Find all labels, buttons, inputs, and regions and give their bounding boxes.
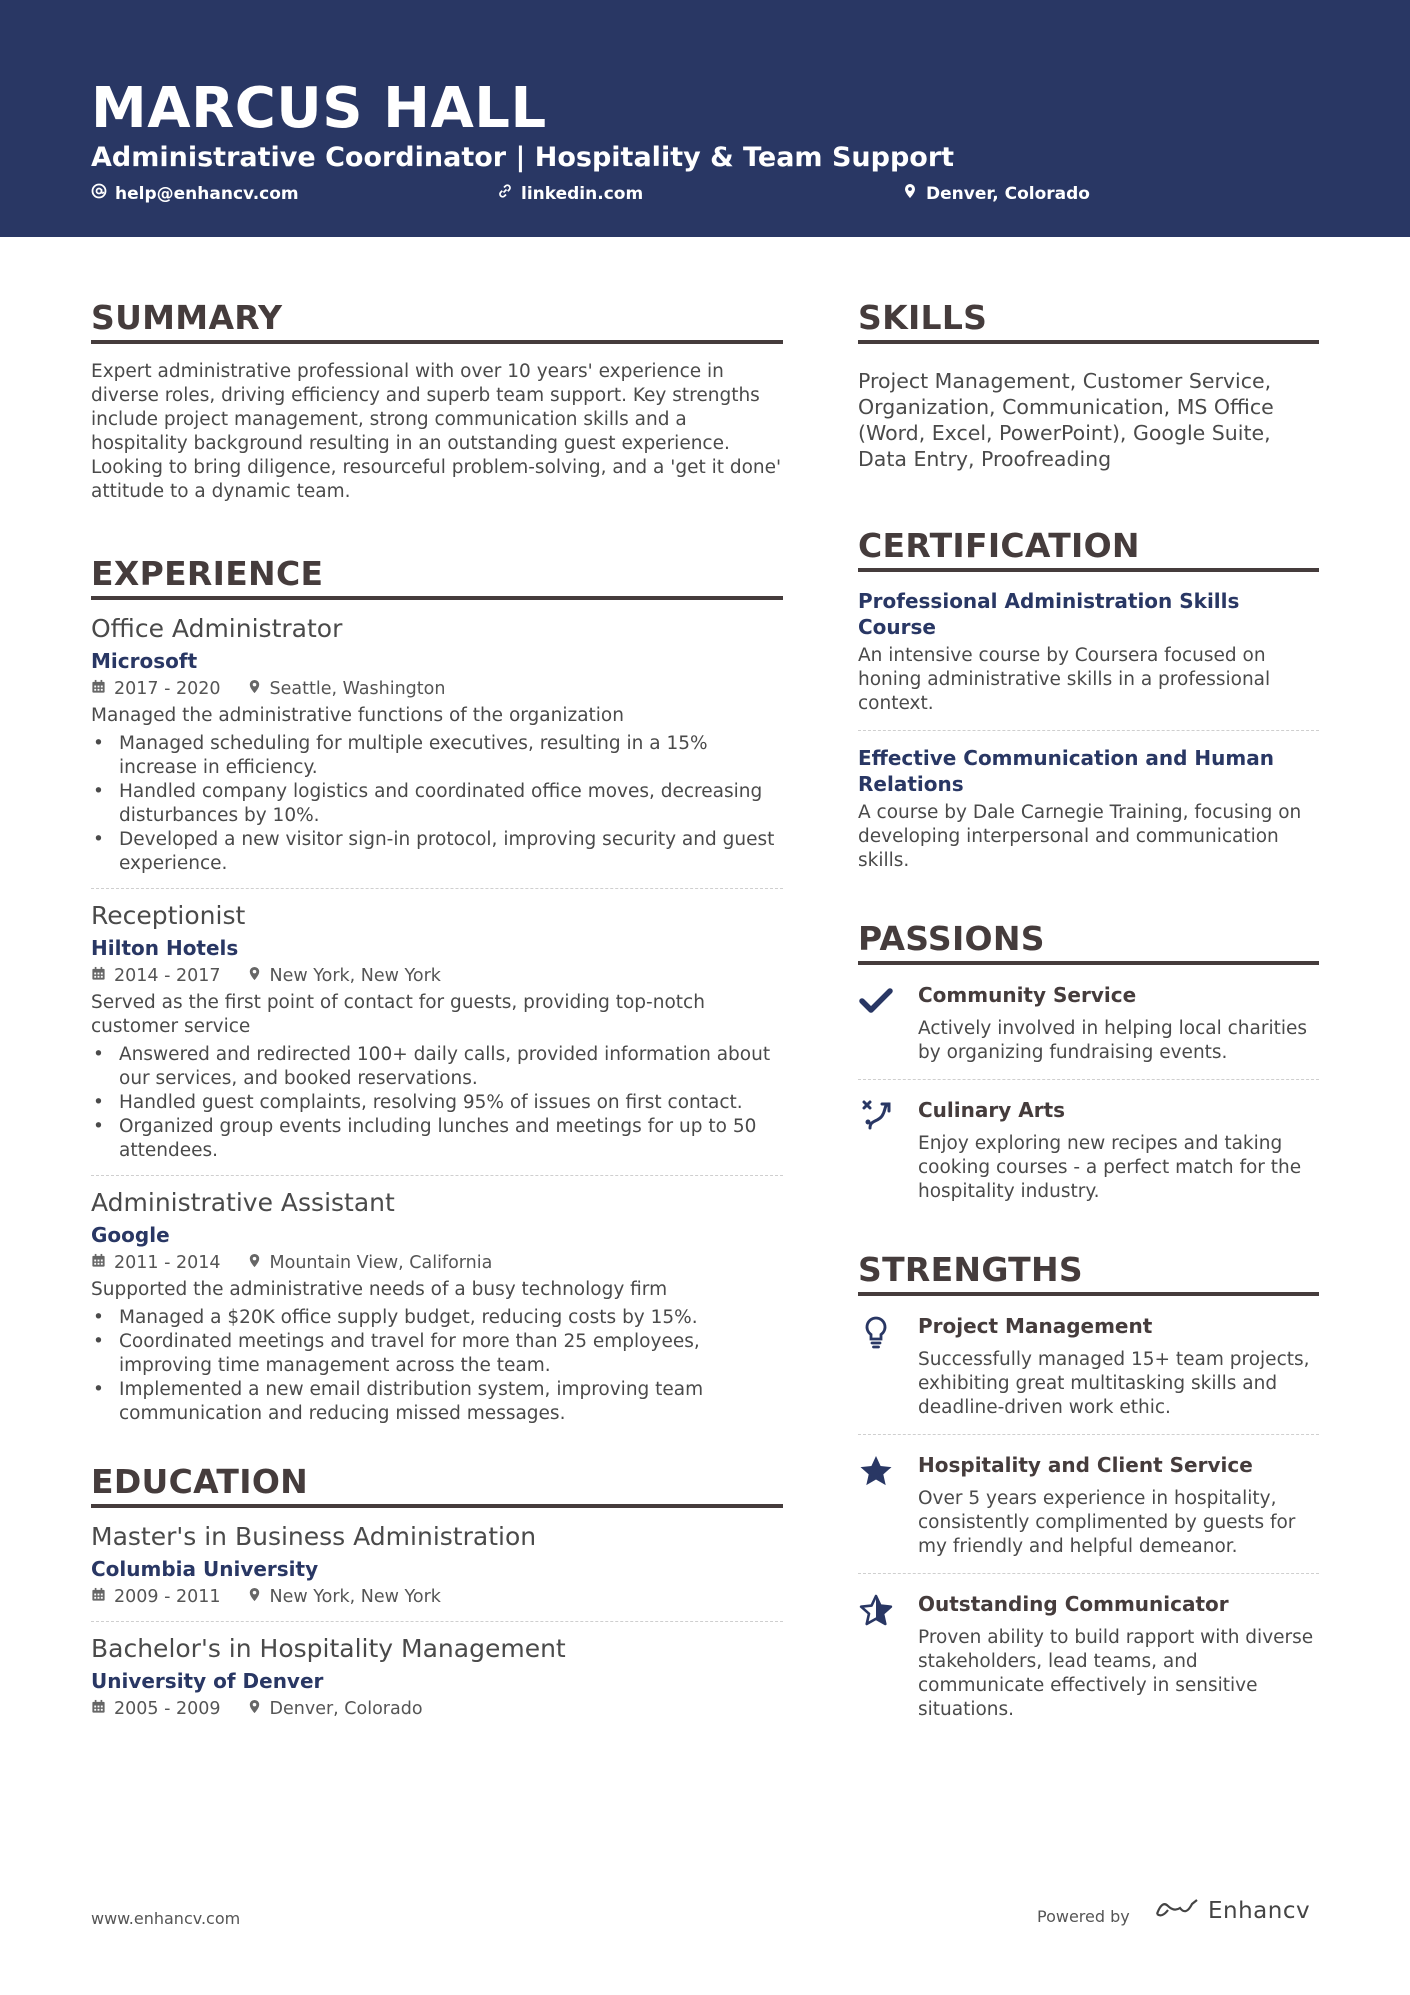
calendar-icon <box>91 964 106 988</box>
location <box>247 1697 423 1721</box>
strengths-name: Outstanding Communicator <box>918 1592 1229 1616</box>
certification-entry <box>858 745 1319 873</box>
passions-section <box>858 919 1319 1204</box>
link-icon <box>497 183 513 204</box>
route-icon <box>858 1096 918 1204</box>
job-entry <box>91 614 783 876</box>
location-text: Denver, Colorado <box>269 1699 423 1719</box>
passions-entry <box>858 981 1319 1065</box>
certification-section <box>858 526 1319 873</box>
map-pin-icon <box>247 964 262 988</box>
right-column <box>858 298 1319 1722</box>
certification-description: An intensive course by Coursera focused on honing administrative skills in a professional context. <box>858 645 1271 714</box>
certification-name: Effective Communication and Human Relations <box>858 746 1274 796</box>
degree-title: Bachelor's in Hospitality Management <box>91 1634 566 1663</box>
meta-row <box>91 1697 783 1721</box>
passions-name: Culinary Arts <box>918 1098 1066 1122</box>
map-pin-icon <box>247 1585 262 1609</box>
map-pin-icon <box>247 1697 262 1721</box>
bullet-item: • Implemented a new email distribution system, improving team communication and reducing missed messages. <box>91 1378 783 1426</box>
star-outline-icon <box>858 1590 918 1722</box>
map-pin-icon <box>902 183 918 204</box>
strengths-description: Proven ability to build rapport with diverse stakeholders, lead teams, and communicate effectively in sensitive situations. <box>918 1627 1314 1720</box>
bullet-item: • Managed scheduling for multiple executives, resulting in a 15% increase in efficiency. <box>91 732 783 780</box>
date-text: 2017 - 2020 <box>114 679 221 699</box>
certification-list <box>858 588 1319 873</box>
calendar-icon <box>91 677 106 701</box>
job-description: Managed the administrative functions of the organization <box>91 705 624 726</box>
passions-entry <box>858 1096 1319 1204</box>
check-icon <box>858 981 918 1065</box>
meta-row <box>91 964 783 988</box>
certification-name: Professional Administration Skills Course <box>858 589 1240 639</box>
skills-text: Project Management, Customer Service, Organization, Communication, MS Office (Word, Excel, PowerPoint), Google Suite, Data Entry, Proofreading <box>858 369 1274 471</box>
job-title: Receptionist <box>91 901 246 930</box>
map-pin-icon <box>247 677 262 701</box>
divider <box>858 1434 1319 1435</box>
passions-description: Actively involved in helping local charities by organizing fundraising events. <box>918 1018 1308 1063</box>
location-text: New York, New York <box>269 966 441 986</box>
skills-section <box>858 298 1319 472</box>
meta-row <box>91 677 783 701</box>
contact-linkedin[interactable] <box>497 183 643 204</box>
meta-row <box>91 1251 783 1275</box>
location-text: New York, New York <box>269 1587 441 1607</box>
strengths-description: Successfully managed 15+ team projects, exhibiting great multitasking skills and deadline-driven work ethic. <box>918 1349 1310 1418</box>
section-title: EXPERIENCE <box>91 554 783 600</box>
job-title: Administrative Assistant <box>91 1188 395 1217</box>
powered-by-label: Powered by <box>1037 1907 1130 1926</box>
strengths-entry <box>858 1590 1319 1722</box>
date-range <box>91 1251 221 1275</box>
job-bullets <box>91 1306 783 1426</box>
enhancv-logo-mark-icon <box>1154 1896 1200 1926</box>
divider <box>91 1175 783 1176</box>
passions-name: Community Service <box>918 983 1137 1007</box>
candidate-name: MARCUS HALL <box>91 76 547 141</box>
contact-location <box>902 183 1090 204</box>
experience-list <box>91 614 783 1426</box>
strengths-name: Project Management <box>918 1314 1153 1338</box>
date-range <box>91 1585 221 1609</box>
date-range <box>91 964 221 988</box>
date-text: 2011 - 2014 <box>114 1253 221 1273</box>
calendar-icon <box>91 1697 106 1721</box>
date-range <box>91 677 221 701</box>
education-entry <box>91 1634 783 1721</box>
bullet-item: • Coordinated meetings and travel for more than 25 employees, improving time management across the team. <box>91 1330 783 1378</box>
lightbulb-icon <box>858 1312 918 1420</box>
calendar-icon <box>91 1251 106 1275</box>
bullet-item: • Organized group events including lunches and meetings for up to 50 attendees. <box>91 1115 783 1163</box>
job-bullets <box>91 1043 783 1163</box>
company-name: Google <box>91 1223 170 1247</box>
meta-row <box>91 1585 783 1609</box>
strengths-entry <box>858 1451 1319 1559</box>
job-entry <box>91 1188 783 1426</box>
date-text: 2009 - 2011 <box>114 1587 221 1607</box>
enhancv-logo-text: Enhancv <box>1208 1898 1311 1924</box>
company-name: Microsoft <box>91 649 198 673</box>
certification-entry <box>858 588 1319 716</box>
candidate-tagline: Administrative Coordinator | Hospitality & Team Support <box>91 142 955 173</box>
experience-section <box>91 554 783 1426</box>
section-title: CERTIFICATION <box>858 526 1319 572</box>
location <box>247 964 441 988</box>
section-title: STRENGTHS <box>858 1250 1319 1296</box>
school-name: Columbia University <box>91 1557 319 1581</box>
education-section <box>91 1462 783 1721</box>
location-text: Seattle, Washington <box>269 679 446 699</box>
divider <box>91 1621 783 1622</box>
bullet-item: • Managed a $20K office supply budget, reducing costs by 15%. <box>91 1306 783 1330</box>
enhancv-logo[interactable] <box>1154 1896 1310 1926</box>
strengths-list <box>858 1312 1319 1722</box>
education-list <box>91 1522 783 1721</box>
divider <box>91 888 783 889</box>
date-text: 2014 - 2017 <box>114 966 221 986</box>
location <box>247 1585 441 1609</box>
at-icon <box>91 183 107 204</box>
contact-email[interactable] <box>91 183 299 204</box>
section-title: SKILLS <box>858 298 1319 344</box>
summary-text: Expert administrative professional with over 10 years' experience in diverse roles, driving efficiency and superb team support. Key strengths include project management, strong communication skills and a hospitality background resulting in an outstanding guest experience. Looking to bring diligence, resourceful problem-solving, and a 'get it done' attitude to a dynamic team. <box>91 361 782 502</box>
job-description: Served as the first point of contact for guests, providing top-notch customer service <box>91 992 705 1037</box>
passions-description: Enjoy exploring new recipes and taking cooking courses - a perfect match for the hospitality industry. <box>918 1133 1302 1202</box>
strengths-entry <box>858 1312 1319 1420</box>
school-name: University of Denver <box>91 1669 324 1693</box>
location-text: Mountain View, California <box>269 1253 493 1273</box>
certification-description: A course by Dale Carnegie Training, focusing on developing interpersonal and communication skills. <box>858 802 1302 871</box>
section-title: PASSIONS <box>858 919 1319 965</box>
strengths-name: Hospitality and Client Service <box>918 1453 1253 1477</box>
contact-email-text: help@enhancv.com <box>115 183 299 204</box>
job-description: Supported the administrative needs of a busy technology firm <box>91 1279 668 1300</box>
location <box>247 677 446 701</box>
bullet-item: • Handled company logistics and coordinated office moves, decreasing disturbances by 10%. <box>91 780 783 828</box>
calendar-icon <box>91 1585 106 1609</box>
job-bullets <box>91 732 783 876</box>
location <box>247 1251 493 1275</box>
star-icon <box>858 1451 918 1559</box>
degree-title: Master's in Business Administration <box>91 1522 537 1551</box>
passions-list <box>858 981 1319 1204</box>
company-name: Hilton Hotels <box>91 936 239 960</box>
divider <box>858 730 1319 731</box>
bullet-item: • Developed a new visitor sign-in protocol, improving security and guest experience. <box>91 828 783 876</box>
date-text: 2005 - 2009 <box>114 1699 221 1719</box>
section-title: EDUCATION <box>91 1462 783 1508</box>
left-column <box>91 298 783 1721</box>
divider <box>858 1573 1319 1574</box>
summary-section <box>91 298 783 504</box>
strengths-description: Over 5 years experience in hospitality, consistently complimented by guests for my friendly and helpful demeanor. <box>918 1488 1296 1557</box>
education-entry <box>91 1522 783 1609</box>
strengths-section <box>858 1250 1319 1722</box>
section-title: SUMMARY <box>91 298 783 344</box>
bullet-item: • Handled guest complaints, resolving 95% of issues on first contact. <box>91 1091 783 1115</box>
header-banner <box>0 0 1410 237</box>
divider <box>858 1079 1319 1080</box>
job-title: Office Administrator <box>91 614 343 643</box>
date-range <box>91 1697 221 1721</box>
contact-linkedin-text: linkedin.com <box>521 183 644 204</box>
map-pin-icon <box>247 1251 262 1275</box>
contact-location-text: Denver, Colorado <box>926 183 1090 204</box>
bullet-item: • Answered and redirected 100+ daily calls, provided information about our services, and booked reservations. <box>91 1043 783 1091</box>
footer-url[interactable]: www.enhancv.com <box>91 1909 241 1928</box>
job-entry <box>91 901 783 1163</box>
